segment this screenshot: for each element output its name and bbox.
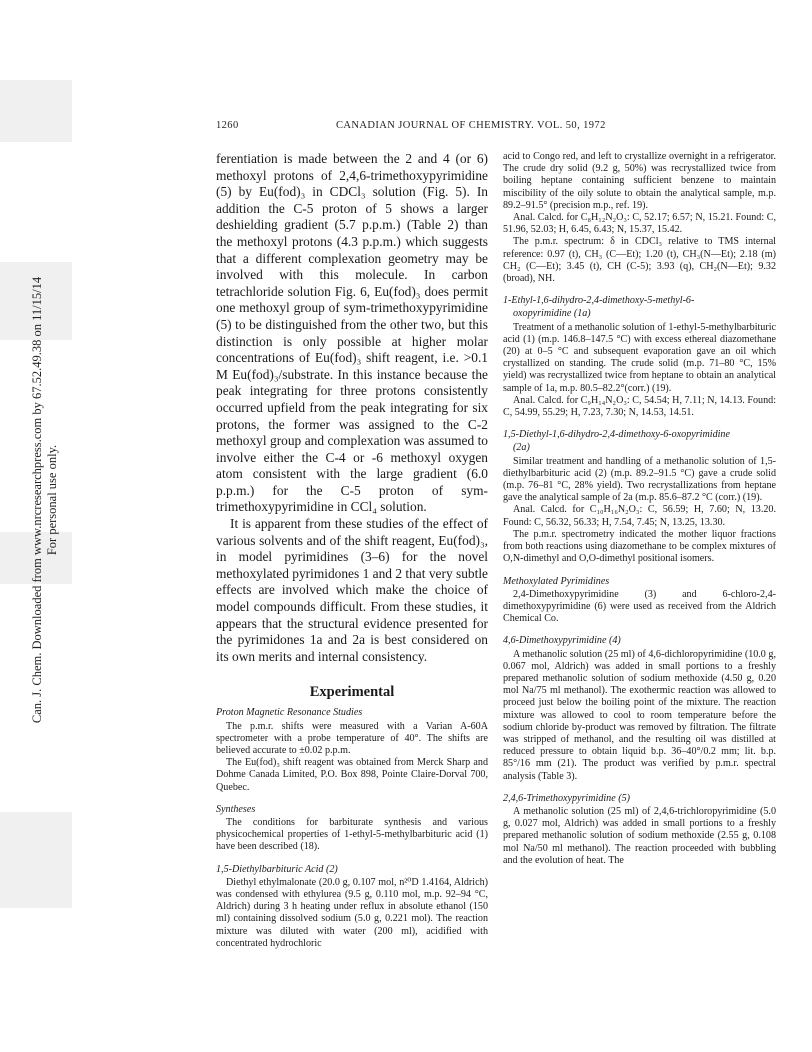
compound-2a-heading: 1,5-Diethyl-1,6-dihydro-2,4-dimethoxy-6-oxopyrimidine bbox=[503, 429, 730, 441]
journal-title: CANADIAN JOURNAL OF CHEMISTRY. VOL. 50, 1972 bbox=[336, 120, 606, 131]
pmr-paragraph-1: The p.m.r. shifts were measured with a Varian A-60A spectrometer with a probe temperature of 40°. The shifts are believed accurate to ±0.02 p.p.m. bbox=[216, 720, 488, 757]
experimental-text bbox=[216, 707, 488, 950]
scan-margin-noise bbox=[0, 80, 72, 142]
discussion-paragraph-2: It is apparent from these studies of the effect of various solvents and of the shift reagent, Eu(fod)₃, in model pyrimidines (3–6) for the novel methoxylated pyrimidones 1 and 2 that very subtle effects are involved which make the choice of model compounds difficult. From these studies, it appears that the structural evidence presented for the pyrimidones 1a and 2a is best considered on its own merits and internal consistency. bbox=[216, 516, 488, 664]
mother-liquor-paragraph: The p.m.r. spectrometry indicated the mother liquor fractions from both reactions using diazomethane to be complex mixtures of O,N-dimethyl and O,O-dimethyl positional isomers. bbox=[503, 528, 776, 565]
continued-paragraph: acid to Congo red, and left to crystallize overnight in a refrigerator. The crude dry solid (9.2 g, 50%) was recrystallized twice from boiling heptane containing sufficient benzene to maintain miscibility of the oily solute to obtain the analytical sample, m.p. 89.2–91.5° (precision m.p., ref. 19). bbox=[503, 151, 776, 211]
compound-1a-heading: 1-Ethyl-1,6-dihydro-2,4-dimethoxy-5-methyl-6- bbox=[503, 295, 695, 307]
methoxylated-paragraph: 2,4-Dimethoxypyrimidine (3) and 6-chloro-2,4-dimethoxypyrimidine (6) were used as received from the Aldrich Chemical Co. bbox=[503, 588, 776, 625]
pmr-spectrum-2: The p.m.r. spectrum: δ in CDCl₃ relative to TMS internal reference: 0.97 (t), CH₃ (C—Et); 1.20 (t), CH₃(N—Et); 2.18 (m) CH₂ (C—Et); 3.45 (t), CH (C-5); 3.93 (q), CH₂(N—Et); 9.32 (broad), NH. bbox=[503, 236, 776, 285]
analysis-2: Anal. Calcd. for C₈H₁₂N₂O₃: C, 52.17; 6.57; N, 15.21. Found: C, 51.96, 52.03; H, 6.45, 6.43; N, 15.37, 15.42. bbox=[503, 212, 776, 236]
page-number: 1260 bbox=[216, 120, 239, 131]
download-watermark bbox=[0, 170, 90, 830]
analysis-1a: Anal. Calcd. for C₉H₁₄N₂O₃: C, 54.54; H, 7.11; N, 14.13. Found: C, 54.99, 55.29; H, 7.23, 7.30; N, 14.53, 14.51. bbox=[503, 394, 776, 419]
syntheses-paragraph: The conditions for barbiturate synthesis and various physicochemical properties of 1-ethyl-5-methylbarbituric acid (1) have been described (18). bbox=[216, 817, 488, 853]
experimental-heading: Experimental bbox=[309, 684, 395, 701]
compound-4-paragraph: A methanolic solution (25 ml) of 4,6-dichloropyrimidine (10.0 g, 0.067 mol, Aldrich) was added in small portions to a freshly prepared methanolic solution of sodium methoxide (4.50 g, 0.20 mol Na/75 ml methanol). The exothermic reaction was allowed to proceed just below the boiling point of the mixture. The reaction mixture was allowed to cool to room temperature before the sodium chloride by-product was removed by filtration. The filtrate was stripped of methanol, and the resulting oil was distilled at reduced pressure to obtain liquid b.p. 36–40°/0.2 mm; lit. b.p. 85°/16 mm (21). The product was verified by p.m.r. spectral analysis (Table 3). bbox=[503, 648, 776, 782]
discussion-paragraph-1: ferentiation is made between the 2 and 4 (or 6) methoxyl protons of 2,4,6-trimethoxypyrimidine (5) by Eu(fod)₃ in CDCl₃ solution (Fig. 5). In addition the C-5 proton of 5 shows a larger deshielding gradient (5.7 p.p.m.) (Table 2) than the methoxyl protons (4.3 p.p.m.) which suggests that a different complexation geometry may be involved with this molecule. In carbon tetrachloride solution Fig. 6, Eu(fod)₃ does permit one methoxyl group of sym-trimethoxypyrimidine (5) to be distinguished from the other two, but this distinction is only possible at higher molar concentrations of Eu(fod)₃ shift reagent, i.e. >0.1 M Eu(fod)₃/substrate. In this instance because the peak integrating for three protons consistently occurred upfield from the peak integrating for six protons, the former was assigned to the C-2 methoxyl group and complexation was assumed to involve either the C-4 or -6 methoxyl oxygen atom consistent with the large gradient (6.0 p.p.m.) for the C-5 proton of sym-trimethoxypyrimidine in CCl₄ solution. bbox=[216, 151, 488, 515]
compound-5-heading: 2,4,6-Trimethoxypyrimidine (5) bbox=[503, 792, 630, 804]
watermark-line-2: For personal use only. bbox=[45, 444, 59, 556]
compound-4-heading: 4,6-Dimethoxypyrimidine (4) bbox=[503, 635, 621, 647]
compound-1a-paragraph: Treatment of a methanolic solution of 1-ethyl-5-methylbarbituric acid (1) (m.p. 146.8–147.5 °C) with excess ethereal diazomethane (20) at 0–5 °C and subsequent evaporation gave an oil which crystallized on standing. The crude solid (m.p. 71–80 °C, 15% yield) was recrystallized twice from heptane to obtain an analytical sample of 1a, m.p. 80.5–82.2°(corr.) (19). bbox=[503, 321, 776, 394]
compound-2a-paragraph: Similar treatment and handling of a methanolic solution of 1,5-diethylbarbituric acid (2) (m.p. 89.2–91.5 °C) gave a crude solid (m.p. 76–81 °C, 28% yield). Two recrystallizations from heptane gave the analytical sample of 2a (m.p. 85.6–87.2 °C (corr.) (19). bbox=[503, 455, 776, 504]
diethylbarbituric-heading: 1,5-Diethylbarbituric Acid (2) bbox=[216, 863, 338, 875]
syntheses-heading: Syntheses bbox=[216, 803, 256, 815]
pmr-studies-heading: Proton Magnetic Resonance Studies bbox=[216, 707, 363, 719]
pmr-paragraph-2: The Eu(fod)₃ shift reagent was obtained from Merck Sharp and Dohme Canada Limited, P.O. Box 898, Pointe Claire-Dorval 700, Quebec. bbox=[216, 757, 488, 793]
right-column bbox=[503, 151, 776, 867]
compound-1a-heading-cont: oxopyrimidine (1a) bbox=[513, 308, 591, 320]
left-column bbox=[216, 151, 488, 950]
diethylbarbituric-paragraph: Diethyl ethylmalonate (20.0 g, 0.107 mol, n²⁰D 1.4164, Aldrich) was condensed with ethylurea (9.5 g, 0.110 mol, m.p. 92–94 °C, Aldrich) during 3 h heating under reflux in absolute ethanol (150 ml) containing dissolved sodium (5.0 g, 0.221 mol). The reaction mixture was diluted with water (200 ml), acidified with concentrated hydrochloric bbox=[216, 876, 488, 949]
compound-5-paragraph: A methanolic solution (25 ml) of 2,4,6-trichloropyrimidine (5.0 g, 0.027 mol, Aldrich) was added in small portions to a freshly prepared methanolic solution of sodium methoxide (2.55 g, 0.108 mol Na/50 ml methanol). The reaction proceeded with bubbling and the evolution of heat. The bbox=[503, 805, 776, 866]
watermark-line-1: Can. J. Chem. Downloaded from www.nrcresearchpress.com by 67.52.49.38 on 11/15/14 bbox=[30, 276, 44, 724]
discussion-text bbox=[216, 151, 488, 665]
analysis-2a: Anal. Calcd. for C₁₀H₁₆N₂O₃: C, 56.59; H, 7.60; N, 13.20. Found: C, 56.32, 56.33; H, 7.54, 7.45; N, 13.25, 13.30. bbox=[503, 504, 776, 528]
methoxylated-heading: Methoxylated Pyrimidines bbox=[503, 575, 610, 587]
compound-2a-heading-cont: (2a) bbox=[513, 442, 530, 454]
running-header bbox=[216, 120, 776, 134]
